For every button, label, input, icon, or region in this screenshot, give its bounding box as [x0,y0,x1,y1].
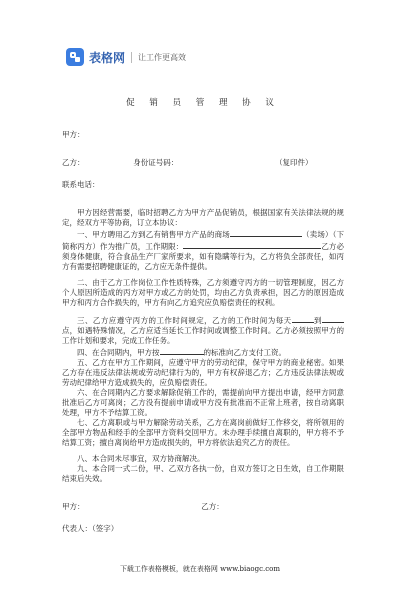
representative-label: 代表人：（签字） [62,524,119,533]
logo-icon [66,48,84,66]
clause-3-part-a: 三、乙方应遵守丙方的工作时间规定，乙方的工作时间为每天 [77,316,292,325]
clause-9: 九、本合同一式二份，甲、乙双方各执一份，自双方签订之日生效，自工作期限结束后失效。 [62,464,344,483]
party-a-line [62,130,344,140]
brand-name: 表格网 [89,50,126,65]
clause-5: 五、乙方在甲方工作期间，应遵守甲方的劳动纪律，保守甲方的商业秘密。如果乙方存在违反法律法规或劳动纪律行为的，甲方有权辞退乙方；乙方违反法律法规或劳动纪律给甲方造成损失的，应负赔偿责任。 [62,358,344,387]
clause-1-part-c: 乙方必须身体健康，符合食品生产厂家所要求，如有隐瞒等行为，乙方将负全部责任，如丙方有需要招聘健康证的，乙方应无条件提供。 [62,242,345,271]
intro-paragraph: 甲方因经营需要，临时招聘乙方为甲方产品促销员，根据国家有关法律法规的规定，经双方平等协商，订立本协议： [62,208,344,227]
sign-party-a: 甲方： [62,502,85,511]
copy-note: （复印件） [275,158,313,167]
wage-standard-blank [160,346,204,355]
clause-3-part-c: 点，如遇特殊情况，乙方应适当延长工作时间或调整工作时间。乙方必须按照甲方的工作计划和要求，完成工作任务。 [62,326,344,345]
brand-logo [66,47,186,67]
clause-1-part-a: 一、甲方聘用乙方到乙有销售甲方产品的商场 [77,230,230,239]
id-number-label: 身份证号码： [133,158,179,167]
party-b-label: 乙方： [62,158,85,167]
representative-line [62,524,344,534]
signature-line [62,502,344,512]
document-title: 促 销 员 管 理 协 议 [126,98,280,108]
clause-4-part-a: 四、在合同期内，甲方按 [77,348,160,357]
clause-4-part-b: 的标准向乙方支付工资。 [203,348,286,357]
clause-4 [62,346,344,358]
clause-7: 七、乙方离职或与甲方解除劳动关系，乙方在离岗前做好工作移交，将所领用的全部甲方物品和经手的全部甲方资料交回甲方。未办理手续擅自离职的，甲方将不予结算工资；擅自离岗给甲方造成损失的，甲方将依法追究乙方的责任。 [62,418,344,447]
sign-party-b: 乙方： [201,502,224,511]
party-b-line [62,158,344,168]
phone-line [62,180,344,190]
term-blank [183,240,321,249]
agreement-document [62,98,344,534]
party-a-label: 甲方： [62,130,85,139]
clause-3 [62,314,344,346]
clause-2: 二、由于乙方工作岗位工作性质特殊，乙方须遵守丙方的一切管理制度，因乙方个人原因所造成的丙方对甲方或乙方的处罚，均由乙方负责承担，因乙方的原因造成甲方和丙方合作损失的，甲方有向乙方追究应负赔偿责任的权利。 [62,278,344,307]
start-hour-blank [292,314,314,323]
clause-1 [62,228,344,272]
phone-label: 联系电话： [62,180,100,189]
brand-slogan: 让工作更高效 [138,52,187,62]
clause-1-part-b: （卖场）（下简称丙方）作为推广员，工作期限： [62,230,345,251]
clause-8: 八、本合同未尽事宜，双方协商解决。 [77,454,205,463]
end-hour-blank [322,314,344,323]
footer-text: 下载工作表格模板，就在表格网 www.biaogc.com [119,565,281,573]
clause-6: 六、在合同期内乙方要求解除促销工作的，需提前向甲方提出申请，经甲方同意批准后乙方可离岗；乙方没有提前申请或甲方没有批准而不正常上班者，按自动离职处理，甲方不予结算工资。 [62,388,344,417]
clause-3-part-b: 到 [313,316,323,325]
logo-divider [131,52,132,63]
store-name-blank [230,228,302,237]
